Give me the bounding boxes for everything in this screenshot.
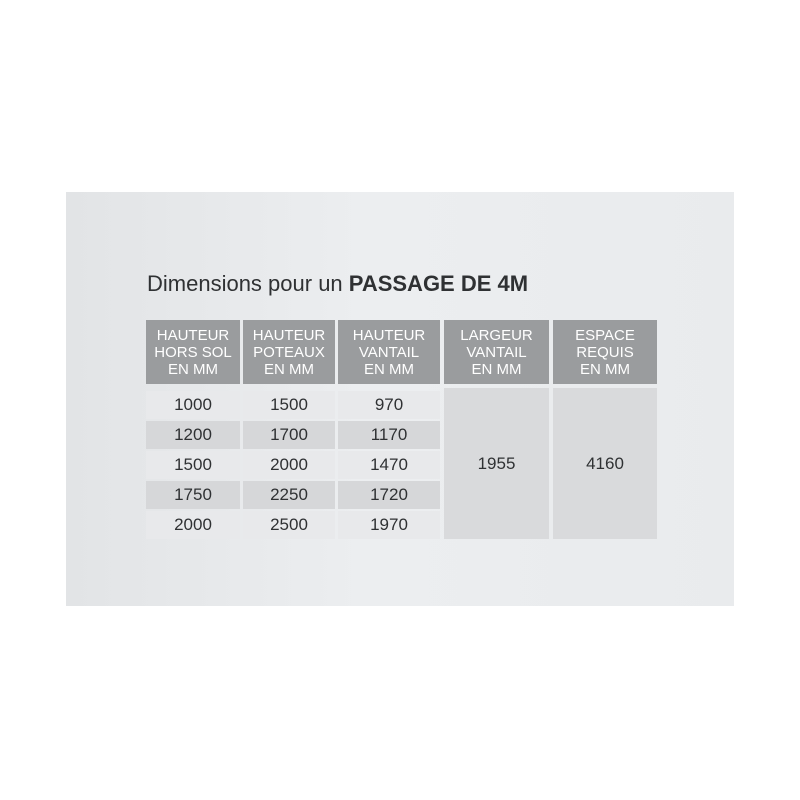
header-largeur-vantail: LARGEUR VANTAIL EN MM bbox=[444, 320, 549, 384]
header-hauteur-hors-sol: HAUTEUR HORS SOL EN MM bbox=[146, 320, 240, 384]
table-cell: 1720 bbox=[338, 481, 440, 509]
page-title bbox=[147, 268, 528, 300]
table-cell: 1170 bbox=[338, 421, 440, 449]
table-cell: 1500 bbox=[146, 451, 240, 479]
largeur-vantail-value: 1955 bbox=[444, 388, 549, 539]
table-cell: 1000 bbox=[146, 391, 240, 419]
table-cell: 1970 bbox=[338, 511, 440, 539]
title-bold: PASSAGE DE 4M bbox=[348, 271, 529, 296]
table-cell: 970 bbox=[338, 391, 440, 419]
title-prefix: Dimensions pour un bbox=[147, 271, 349, 296]
header-hauteur-poteaux: HAUTEUR POTEAUX EN MM bbox=[243, 320, 335, 384]
table-cell: 1700 bbox=[243, 421, 335, 449]
table-cell: 1200 bbox=[146, 421, 240, 449]
header-hauteur-vantail: HAUTEUR VANTAIL EN MM bbox=[338, 320, 440, 384]
espace-requis-value: 4160 bbox=[553, 388, 657, 539]
table-cell: 2250 bbox=[243, 481, 335, 509]
table-cell: 1470 bbox=[338, 451, 440, 479]
header-espace-requis: ESPACE REQUIS EN MM bbox=[553, 320, 657, 384]
table-cell: 2500 bbox=[243, 511, 335, 539]
table-cell: 1750 bbox=[146, 481, 240, 509]
table-cell: 2000 bbox=[243, 451, 335, 479]
table-cell: 1500 bbox=[243, 391, 335, 419]
table-cell: 2000 bbox=[146, 511, 240, 539]
